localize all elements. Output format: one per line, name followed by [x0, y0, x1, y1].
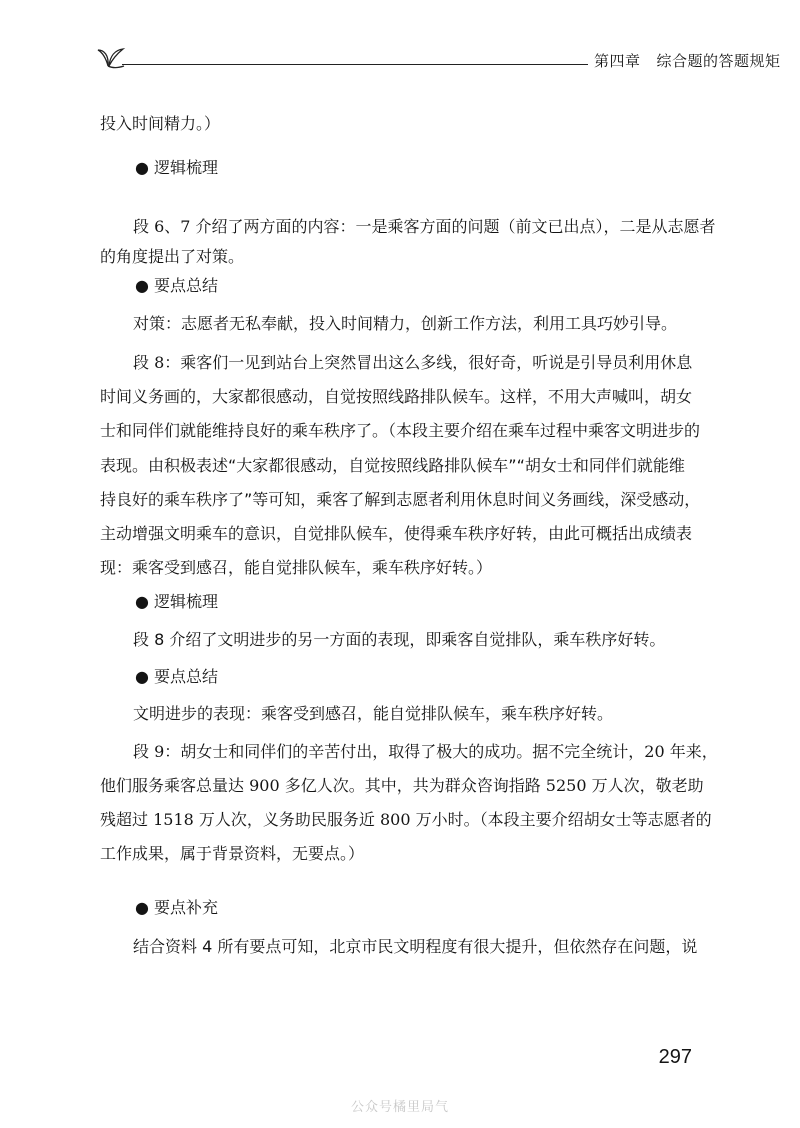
chapter-heading: [594, 50, 781, 71]
chapter-number: 第四章: [594, 52, 641, 70]
running-header: [96, 44, 781, 74]
body-line: 时间义务画的，大家都很感动，自觉按照线路排队候车。这样，不用大声喊叫，胡女: [100, 387, 693, 406]
body-line: 段 8：乘客们一见到站台上突然冒出这么多线，很好奇，听说是引导员利用休息: [133, 353, 693, 372]
body-line: 对策：志愿者无私奉献，投入时间精力，创新工作方法，利用工具巧妙引导。: [133, 314, 678, 333]
body-line: 残超过 1518 万人次，义务助民服务近 800 万小时。（本段主要介绍胡女士等志愿者的: [100, 810, 712, 829]
body-line: 的角度提出了对策。: [100, 247, 245, 266]
body-line: 结合资料 4 所有要点可知，北京市民文明程度有很大提升，但依然存在问题，说: [133, 937, 698, 956]
body-line: 段 8 介绍了文明进步的另一方面的表现，即乘客自觉排队，乘车秩序好转。: [133, 630, 666, 649]
section-bullet: ● 逻辑梳理: [135, 158, 219, 177]
watermark: 公众号橘里局气: [350, 1100, 449, 1115]
section-bullet: ● 要点补充: [135, 898, 219, 917]
body-line: 工作成果，属于背景资料，无要点。）: [100, 844, 365, 863]
section-bullet: ● 要点总结: [135, 667, 219, 686]
chapter-title: 综合题的答题规矩: [656, 52, 781, 70]
body-line: 现：乘客受到感召，能自觉排队候车，乘车秩序好转。）: [100, 558, 493, 577]
body-line: 表现。由积极表述“大家都很感动，自觉按照线路排队候车”“胡女士和同伴们就能维: [100, 456, 685, 475]
body-line: 投入时间精力。）: [100, 114, 221, 133]
page-number: 297: [658, 1046, 692, 1068]
header-rule: [122, 64, 588, 65]
body-line: 主动增强文明乘车的意识，自觉排队候车，使得乘车秩序好转，由此可概括出成绩表: [100, 524, 693, 543]
body-line: 士和同伴们就能维持良好的乘车秩序了。（本段主要介绍在乘车过程中乘客文明进步的: [100, 421, 701, 440]
section-bullet: ● 要点总结: [135, 276, 219, 295]
section-bullet: ● 逻辑梳理: [135, 592, 219, 611]
sprout-icon: [96, 44, 126, 70]
body-line: 他们服务乘客总量达 900 多亿人次。其中，共为群众咨询指路 5250 万人次，敬老助: [100, 776, 704, 795]
body-line: 段 6、7 介绍了两方面的内容：一是乘客方面的问题（前文已出点），二是从志愿者: [133, 217, 716, 236]
body-line: 段 9：胡女士和同伴们的辛苦付出，取得了极大的成功。据不完全统计，20 年来，: [133, 742, 718, 761]
body-line: 持良好的乘车秩序了”等可知，乘客了解到志愿者利用休息时间义务画线，深受感动，: [100, 490, 701, 509]
body-line: 文明进步的表现：乘客受到感召，能自觉排队候车，乘车秩序好转。: [133, 704, 614, 723]
